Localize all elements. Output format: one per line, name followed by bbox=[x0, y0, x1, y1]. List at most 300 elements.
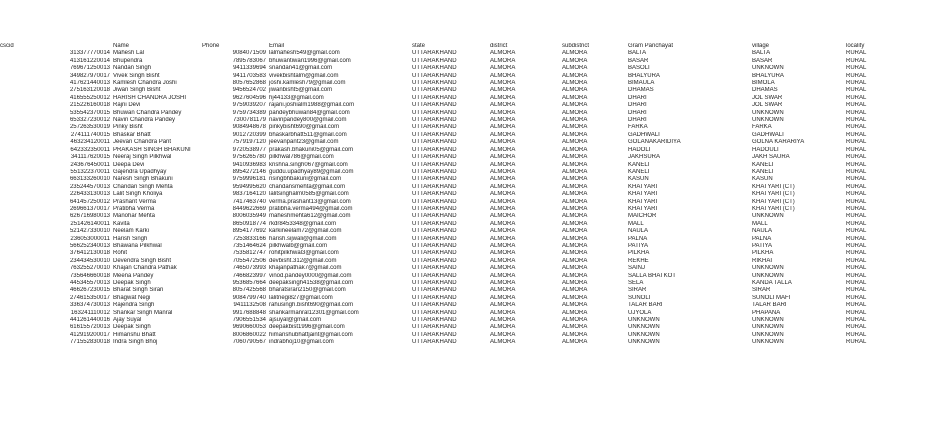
cell-email: deepaksingh41538@gmail.com bbox=[269, 280, 354, 286]
cell-village: PATIYA bbox=[752, 242, 773, 249]
cell-district: ALMORA bbox=[490, 80, 516, 87]
cell-gram-panchayat: SUNOLI bbox=[628, 294, 651, 301]
cell-gram-panchayat: GOLANAKARIDIYA bbox=[628, 139, 681, 146]
cell-subdistrict: ALMORA bbox=[562, 205, 588, 212]
cell-state: UTTARAKHAND bbox=[412, 250, 457, 257]
cell-email: krishna.singh067@gmail.com bbox=[269, 161, 348, 168]
cell-locality: RURAL bbox=[846, 235, 867, 242]
cell-subdistrict: ALMORA bbox=[562, 124, 588, 131]
cell-village: UNKNOWN bbox=[752, 265, 784, 272]
cell-state: UTTARAKHAND bbox=[412, 331, 457, 338]
cell-district: ALMORA bbox=[490, 294, 516, 301]
cell-gram-panchayat: KHATYARI bbox=[628, 198, 658, 205]
cell-email: chandansmehta@gmail.com bbox=[269, 183, 346, 190]
cell-district: ALMORA bbox=[490, 272, 516, 279]
cell-district: ALMORA bbox=[490, 317, 516, 324]
cell-state: UTTARAKHAND bbox=[412, 235, 457, 242]
cell-locality: RURAL bbox=[846, 228, 867, 235]
cell-district: ALMORA bbox=[490, 309, 516, 316]
cell-name: Neeraj Singh Pilkhwal bbox=[113, 154, 172, 161]
cell-state: UTTARAKHAND bbox=[412, 228, 457, 235]
cell-name: Meena Pandey bbox=[113, 272, 154, 279]
cell-cscid: 269661370017 bbox=[69, 205, 110, 212]
cell-district: ALMORA bbox=[490, 131, 516, 138]
cell-cscid: 566252340013 bbox=[69, 242, 110, 249]
cell-name: Harish Singh bbox=[113, 235, 148, 242]
cell-email: guddu.upadhyay89@gmail.com bbox=[269, 168, 354, 175]
cell-state: UTTARAKHAND bbox=[412, 191, 457, 198]
cell-subdistrict: ALMORA bbox=[562, 87, 588, 94]
cell-subdistrict: ALMORA bbox=[562, 80, 588, 87]
cell-village: UNKNOWN bbox=[752, 272, 784, 279]
header-village: village bbox=[752, 43, 770, 49]
cell-subdistrict: ALMORA bbox=[562, 65, 588, 72]
cell-phone: 8954177692 bbox=[232, 228, 266, 235]
cell-name: Himanshu Bhatt bbox=[113, 331, 156, 338]
cell-name: Kamlesh Chandra Joshi bbox=[113, 80, 177, 87]
cell-name: Bhupendra bbox=[113, 57, 143, 64]
cell-phone: 9411339694 bbox=[233, 65, 266, 72]
cell-locality: RURAL bbox=[846, 339, 867, 346]
cell-district: ALMORA bbox=[490, 65, 516, 72]
cell-gram-panchayat: JAKHSURA bbox=[628, 154, 661, 161]
cell-name: Navin Chandra Pandey bbox=[113, 117, 176, 124]
cell-email: lalitsinghalm0585@gmail.com bbox=[269, 191, 349, 198]
cell-name: Bhagwat Negi bbox=[113, 294, 151, 301]
table-row bbox=[0, 50, 950, 57]
cell-locality: RURAL bbox=[846, 168, 867, 175]
cell-locality: RURAL bbox=[846, 87, 867, 94]
cell-gram-panchayat: BIMAULA bbox=[628, 80, 655, 87]
table-row bbox=[0, 110, 950, 117]
cell-gram-panchayat: KANELI bbox=[628, 161, 650, 168]
cell-subdistrict: ALMORA bbox=[562, 94, 588, 101]
cell-locality: RURAL bbox=[846, 94, 867, 101]
cell-locality: RURAL bbox=[846, 65, 867, 72]
cell-district: ALMORA bbox=[490, 50, 516, 57]
header-state: state bbox=[412, 43, 426, 49]
cell-locality: RURAL bbox=[846, 176, 867, 183]
cell-village: UNKNOWN bbox=[752, 339, 784, 346]
cell-subdistrict: ALMORA bbox=[562, 228, 588, 235]
cell-state: UTTARAKHAND bbox=[412, 317, 457, 324]
cell-cscid: 771552830018 bbox=[69, 339, 110, 346]
cell-phone: 8954272146 bbox=[232, 168, 266, 175]
cell-gram-panchayat: BALTA bbox=[628, 50, 647, 57]
cell-locality: RURAL bbox=[846, 161, 867, 168]
cell-subdistrict: ALMORA bbox=[562, 287, 588, 294]
table-row bbox=[0, 265, 950, 272]
cell-locality: RURAL bbox=[846, 102, 867, 109]
cell-village: JAKH SAURA bbox=[752, 154, 790, 161]
cell-village: KHATYARI (CT) bbox=[752, 191, 795, 198]
cell-subdistrict: ALMORA bbox=[562, 272, 588, 279]
cell-village: UNKNOWN bbox=[752, 317, 784, 324]
table-row bbox=[0, 250, 950, 257]
cell-subdistrict: ALMORA bbox=[562, 294, 588, 301]
cell-phone: 9084071509 bbox=[232, 50, 266, 57]
cell-name: Devendra Singh Bisht bbox=[113, 257, 172, 264]
table-row bbox=[0, 80, 950, 87]
table-row bbox=[0, 65, 950, 72]
cell-phone: 9627604596 bbox=[232, 94, 266, 101]
table-row bbox=[0, 154, 950, 161]
table-row bbox=[0, 184, 950, 191]
cell-name: Rohit bbox=[113, 250, 128, 257]
cell-email: nsingbhbakuni@gmail.com bbox=[269, 176, 342, 183]
cell-email: rajani.joshialm1988@gmail.com bbox=[269, 102, 355, 109]
cell-phone: 9084799740 bbox=[232, 294, 266, 301]
cell-state: UTTARAKHAND bbox=[412, 139, 457, 146]
cell-email: deepakbist1996@gmail.com bbox=[269, 324, 345, 331]
cell-village: PILKHA bbox=[752, 250, 774, 257]
cell-state: UTTARAKHAND bbox=[412, 257, 457, 264]
cell-district: ALMORA bbox=[490, 235, 516, 242]
cell-phone: 9594995620 bbox=[232, 183, 266, 190]
cell-subdistrict: ALMORA bbox=[562, 198, 588, 205]
cell-email: snandan41@gmail.com bbox=[269, 65, 333, 72]
cell-subdistrict: ALMORA bbox=[562, 154, 588, 161]
table-row bbox=[0, 206, 950, 213]
table-row bbox=[0, 169, 950, 176]
cell-district: ALMORA bbox=[490, 124, 516, 131]
cell-phone: 9410936983 bbox=[232, 161, 266, 168]
cell-cscid: 336374730013 bbox=[69, 302, 110, 309]
table-row bbox=[0, 162, 950, 169]
cell-cscid: 626716980013 bbox=[69, 213, 110, 220]
cell-name: Ajay Suyal bbox=[113, 317, 142, 324]
cell-phone: 9759039207 bbox=[232, 102, 266, 109]
cell-district: ALMORA bbox=[490, 302, 516, 309]
cell-name: Mahesh Lal bbox=[113, 50, 145, 57]
cell-name: Indra Singh Bhoj bbox=[113, 339, 158, 346]
cell-email: bhuwantiwari1996@gmail.com bbox=[269, 57, 351, 64]
cell-gram-panchayat: UNKNOWN bbox=[628, 339, 660, 346]
cell-email: khajanpathak7@gmail.com bbox=[269, 265, 342, 272]
cell-state: UTTARAKHAND bbox=[412, 280, 457, 286]
cell-cscid: 376412130018 bbox=[69, 250, 110, 257]
cell-phone: 7895783067 bbox=[232, 57, 266, 64]
cell-subdistrict: ALMORA bbox=[562, 257, 588, 264]
header-subdistrict: subdistrict bbox=[562, 43, 590, 49]
cell-state: UTTARAKHAND bbox=[412, 183, 457, 190]
table-row bbox=[0, 228, 950, 235]
cell-phone: 9690660053 bbox=[232, 324, 266, 331]
cell-gram-panchayat: SELA bbox=[628, 280, 644, 286]
cell-locality: RURAL bbox=[846, 183, 867, 190]
cell-state: UTTARAKHAND bbox=[412, 146, 457, 153]
cell-subdistrict: ALMORA bbox=[562, 146, 588, 153]
cell-phone: 8006035949 bbox=[232, 213, 266, 220]
cell-cscid: 535542370015 bbox=[69, 109, 110, 116]
cell-state: UTTARAKHAND bbox=[412, 198, 457, 205]
cell-state: UTTARAKHAND bbox=[412, 72, 457, 79]
cell-district: ALMORA bbox=[490, 72, 516, 79]
cell-name: Rajendra Singh bbox=[113, 302, 155, 309]
cell-email: karkineelam72@gmail.com bbox=[269, 228, 342, 235]
cell-locality: RURAL bbox=[846, 124, 867, 131]
cell-email: pilkhwalb@gmail.com bbox=[269, 242, 328, 249]
cell-cscid: 416555250012 bbox=[69, 94, 110, 101]
cell-village: TALAR BARI bbox=[752, 302, 787, 309]
cell-locality: RURAL bbox=[846, 302, 867, 309]
cell-email: pilkhwal786@gmail.com bbox=[269, 154, 334, 161]
cell-district: ALMORA bbox=[490, 146, 516, 153]
cell-gram-panchayat: UNKNOWN bbox=[628, 331, 660, 338]
cell-email: hj44133@gmail.com bbox=[269, 94, 324, 101]
cell-subdistrict: ALMORA bbox=[562, 109, 588, 116]
cell-locality: RURAL bbox=[846, 139, 867, 146]
cell-state: UTTARAKHAND bbox=[412, 176, 457, 183]
cell-village: KANELI bbox=[752, 161, 774, 168]
cell-email: lalitnegi827@gmail.com bbox=[269, 294, 333, 301]
cell-name: Vivek Singh Bisht bbox=[113, 72, 160, 79]
cell-district: ALMORA bbox=[490, 339, 516, 346]
cell-village: UNKNOWN bbox=[752, 331, 784, 338]
cell-district: ALMORA bbox=[490, 57, 516, 64]
cell-state: UTTARAKHAND bbox=[412, 242, 457, 249]
cell-gram-panchayat: SAINJ bbox=[628, 265, 646, 272]
cell-email: vinod.pandey0000@gmail.com bbox=[269, 272, 352, 279]
cell-district: ALMORA bbox=[490, 168, 516, 175]
cell-locality: RURAL bbox=[846, 324, 867, 331]
cell-phone: 7060790567 bbox=[232, 339, 266, 346]
cell-phone: 9084948678 bbox=[232, 124, 266, 131]
cell-phone: 7300781179 bbox=[233, 117, 266, 124]
cell-locality: RURAL bbox=[846, 205, 867, 212]
cell-district: ALMORA bbox=[490, 213, 516, 220]
cell-village: KANELI bbox=[752, 168, 774, 175]
cell-cscid: 616155720013 bbox=[69, 324, 110, 331]
cell-district: ALMORA bbox=[490, 205, 516, 212]
cell-name: PRAKASH SINGH BHAKUNI bbox=[113, 146, 191, 153]
cell-email: bhaskarbhatt511@gmail.com bbox=[269, 131, 347, 138]
cell-subdistrict: ALMORA bbox=[562, 324, 588, 331]
cell-gram-panchayat: DHARI bbox=[628, 94, 647, 101]
cell-name: Deepa Devi bbox=[113, 161, 145, 168]
table-row bbox=[0, 117, 950, 124]
cell-subdistrict: ALMORA bbox=[562, 302, 588, 309]
cell-village: DHAMAS bbox=[752, 87, 778, 94]
cell-cscid: 445345570013 bbox=[69, 280, 110, 286]
table-row bbox=[0, 236, 950, 243]
cell-cscid: 226433130013 bbox=[69, 191, 110, 198]
cell-district: ALMORA bbox=[490, 265, 516, 272]
cell-village: SUNOLI MAFI bbox=[752, 294, 791, 301]
cell-email: ajsuyal@gmail.com bbox=[269, 317, 322, 324]
cell-village: BIMOLA bbox=[752, 80, 775, 87]
table-row bbox=[0, 287, 950, 294]
cell-gram-panchayat: UNKNOWN bbox=[628, 324, 660, 331]
cell-district: ALMORA bbox=[490, 220, 516, 227]
cell-district: ALMORA bbox=[490, 242, 516, 249]
cell-cscid: 735646660018 bbox=[69, 272, 110, 279]
cell-subdistrict: ALMORA bbox=[562, 50, 588, 57]
cell-gram-panchayat: UNKNOWN bbox=[628, 317, 660, 324]
cell-gram-panchayat: UJYOLA bbox=[628, 309, 652, 316]
cell-email: jeevanpant23@gmail.com bbox=[269, 139, 339, 146]
cell-gram-panchayat: TALAR BARI bbox=[628, 302, 663, 309]
cell-name: Kavita bbox=[113, 220, 130, 227]
cell-subdistrict: ALMORA bbox=[562, 72, 588, 79]
cell-village: GOLNA KARARIYA bbox=[752, 139, 805, 146]
cell-village: UNKNOWN bbox=[752, 65, 784, 72]
header-cscid: cscid bbox=[0, 43, 14, 49]
cell-subdistrict: ALMORA bbox=[562, 213, 588, 220]
cell-gram-panchayat: MAICHOR bbox=[628, 213, 657, 220]
table-row bbox=[0, 221, 950, 228]
cell-district: ALMORA bbox=[490, 139, 516, 146]
cell-state: UTTARAKHAND bbox=[412, 302, 457, 309]
cell-phone: 7351464624 bbox=[232, 242, 266, 249]
header-locality: locality bbox=[846, 43, 865, 49]
cell-cscid: 641457250012 bbox=[69, 198, 110, 205]
cell-phone: 7417463740 bbox=[232, 198, 266, 205]
header-phone: Phone bbox=[202, 43, 220, 49]
cell-name: HARISH CHANDRA JOSHI bbox=[113, 94, 187, 101]
cell-gram-panchayat: KHATYARI bbox=[628, 183, 658, 190]
cell-state: UTTARAKHAND bbox=[412, 65, 457, 72]
cell-name: Deepak Singh bbox=[113, 324, 151, 331]
table-row bbox=[0, 339, 950, 346]
cell-name: Shankar Singh Manral bbox=[113, 309, 173, 316]
cell-name: Naresh Singh Bhakuni bbox=[113, 176, 173, 183]
cell-locality: RURAL bbox=[846, 191, 867, 198]
cell-subdistrict: ALMORA bbox=[562, 183, 588, 190]
cell-locality: RURAL bbox=[846, 280, 867, 286]
cell-name: Manohar Mehta bbox=[113, 213, 156, 220]
cell-cscid: 663133260010 bbox=[69, 176, 110, 183]
table-row bbox=[0, 95, 950, 102]
cell-state: UTTARAKHAND bbox=[412, 168, 457, 175]
cell-phone: 7465073993 bbox=[232, 265, 266, 272]
header-row bbox=[0, 43, 950, 50]
cell-phone: 7253833166 bbox=[232, 235, 266, 242]
cell-locality: RURAL bbox=[846, 250, 867, 257]
cell-phone: 7535812747 bbox=[232, 250, 266, 257]
cell-cscid: 466267230015 bbox=[69, 287, 110, 294]
cell-email: jiwanbisht5@gmail.com bbox=[269, 87, 333, 94]
cell-locality: RURAL bbox=[846, 72, 867, 79]
cell-locality: RURAL bbox=[846, 154, 867, 161]
cell-cscid: 341117620015 bbox=[70, 154, 110, 161]
cell-cscid: 313377770014 bbox=[69, 50, 110, 57]
table-row bbox=[0, 58, 950, 65]
cell-name: Deepak Singh bbox=[113, 280, 151, 286]
cell-state: UTTARAKHAND bbox=[412, 109, 457, 116]
cell-email: lalmahesh549@gmail.com bbox=[269, 50, 340, 57]
cell-phone: 7579197120 bbox=[232, 139, 266, 146]
cell-email: pratibha.verma494@gmail.com bbox=[269, 205, 353, 212]
cell-name: Pinky Bisht bbox=[113, 124, 143, 131]
cell-name: Bhaskar Bhatt bbox=[113, 131, 151, 138]
cell-district: ALMORA bbox=[490, 324, 516, 331]
cell-gram-panchayat: DHARI bbox=[628, 102, 647, 109]
cell-state: UTTARAKHAND bbox=[412, 213, 457, 220]
table-row bbox=[0, 280, 950, 287]
cell-village: UNKNOWN bbox=[752, 324, 784, 331]
cell-district: ALMORA bbox=[490, 228, 516, 235]
cell-phone: 7466823997 bbox=[232, 272, 266, 279]
cell-email: himanshubhattjaint@gmail.com bbox=[269, 331, 353, 338]
cell-village: JOL SWAR bbox=[752, 102, 783, 109]
cell-gram-panchayat: KHATYARI bbox=[628, 205, 658, 212]
cell-district: ALMORA bbox=[490, 117, 516, 124]
cell-email: joshi.kamlesh79@gmail.com bbox=[269, 80, 346, 87]
header-district: district bbox=[490, 43, 508, 49]
cell-cscid: 521427330010 bbox=[69, 228, 110, 235]
cell-phone: 9012720399 bbox=[232, 131, 266, 138]
cell-gram-panchayat: NAULA bbox=[628, 228, 649, 235]
cell-village: GADHWALI bbox=[752, 131, 784, 138]
cell-locality: RURAL bbox=[846, 109, 867, 116]
cell-cscid: 642332350011 bbox=[70, 146, 110, 153]
cell-state: UTTARAKHAND bbox=[412, 205, 457, 212]
cell-subdistrict: ALMORA bbox=[562, 317, 588, 324]
cell-village: UNKNOWN bbox=[752, 213, 784, 220]
table-row bbox=[0, 273, 950, 280]
cell-email: devbisht.312@gmail.com bbox=[269, 257, 337, 264]
cell-state: UTTARAKHAND bbox=[412, 131, 457, 138]
cell-email: rahusingh.bisht690@gmail.com bbox=[269, 302, 354, 309]
cell-name: Jeevan Chandra Pant bbox=[113, 139, 172, 146]
cell-phone: 9759734389 bbox=[232, 109, 266, 116]
cell-district: ALMORA bbox=[490, 191, 516, 198]
cell-gram-panchayat: SIRAR bbox=[628, 287, 647, 294]
cell-locality: RURAL bbox=[846, 242, 867, 249]
cell-subdistrict: ALMORA bbox=[562, 131, 588, 138]
cell-village: BALTA bbox=[752, 50, 771, 57]
table-row bbox=[0, 132, 950, 139]
cell-village: PALNA bbox=[752, 235, 772, 242]
table-row bbox=[0, 73, 950, 80]
cell-cscid: 274111740015 bbox=[70, 131, 110, 138]
cell-name: Bhawana Pilkhwal bbox=[113, 242, 162, 249]
table-row bbox=[0, 102, 950, 109]
cell-phone: 7055472506 bbox=[232, 257, 266, 264]
cell-phone: 9411132508 bbox=[233, 302, 266, 309]
cell-cscid: 441261440016 bbox=[69, 317, 110, 324]
cell-email: harish.sijwali@gmail.com bbox=[269, 235, 337, 242]
cell-gram-panchayat: SALLA BHATKOT bbox=[628, 272, 676, 279]
cell-state: UTTARAKHAND bbox=[412, 272, 457, 279]
cell-district: ALMORA bbox=[490, 94, 516, 101]
cell-cscid: 234434530010 bbox=[69, 257, 110, 264]
cell-district: ALMORA bbox=[490, 154, 516, 161]
cell-email: vivekbishtalm@gmail.com bbox=[269, 72, 339, 79]
cell-phone: 9917688848 bbox=[232, 309, 266, 316]
cell-gram-panchayat: KANELI bbox=[628, 168, 650, 175]
cell-state: UTTARAKHAND bbox=[412, 220, 457, 227]
cell-village: BHALYURA bbox=[752, 72, 784, 79]
cell-name: Rajni Devi bbox=[113, 102, 141, 109]
cell-cscid: 235244570013 bbox=[69, 183, 110, 190]
cell-email: shankarmanral12301@gmail.com bbox=[269, 309, 359, 316]
cell-subdistrict: ALMORA bbox=[562, 102, 588, 109]
cell-phone: 9759996181 bbox=[232, 176, 266, 183]
cell-district: ALMORA bbox=[490, 250, 516, 257]
cell-cscid: 763255270010 bbox=[69, 265, 110, 272]
cell-locality: RURAL bbox=[846, 257, 867, 264]
cell-locality: RURAL bbox=[846, 331, 867, 338]
cell-gram-panchayat: MALL bbox=[628, 220, 644, 227]
cell-name: Bhuwan Chandra Pandey bbox=[113, 109, 182, 116]
cell-village: FARKA bbox=[752, 124, 772, 131]
cell-gram-panchayat: REKHE bbox=[628, 257, 649, 264]
cell-village: KHATYARI (CT) bbox=[752, 183, 795, 190]
cell-subdistrict: ALMORA bbox=[562, 250, 588, 257]
cell-cscid: 413161220014 bbox=[69, 57, 110, 64]
